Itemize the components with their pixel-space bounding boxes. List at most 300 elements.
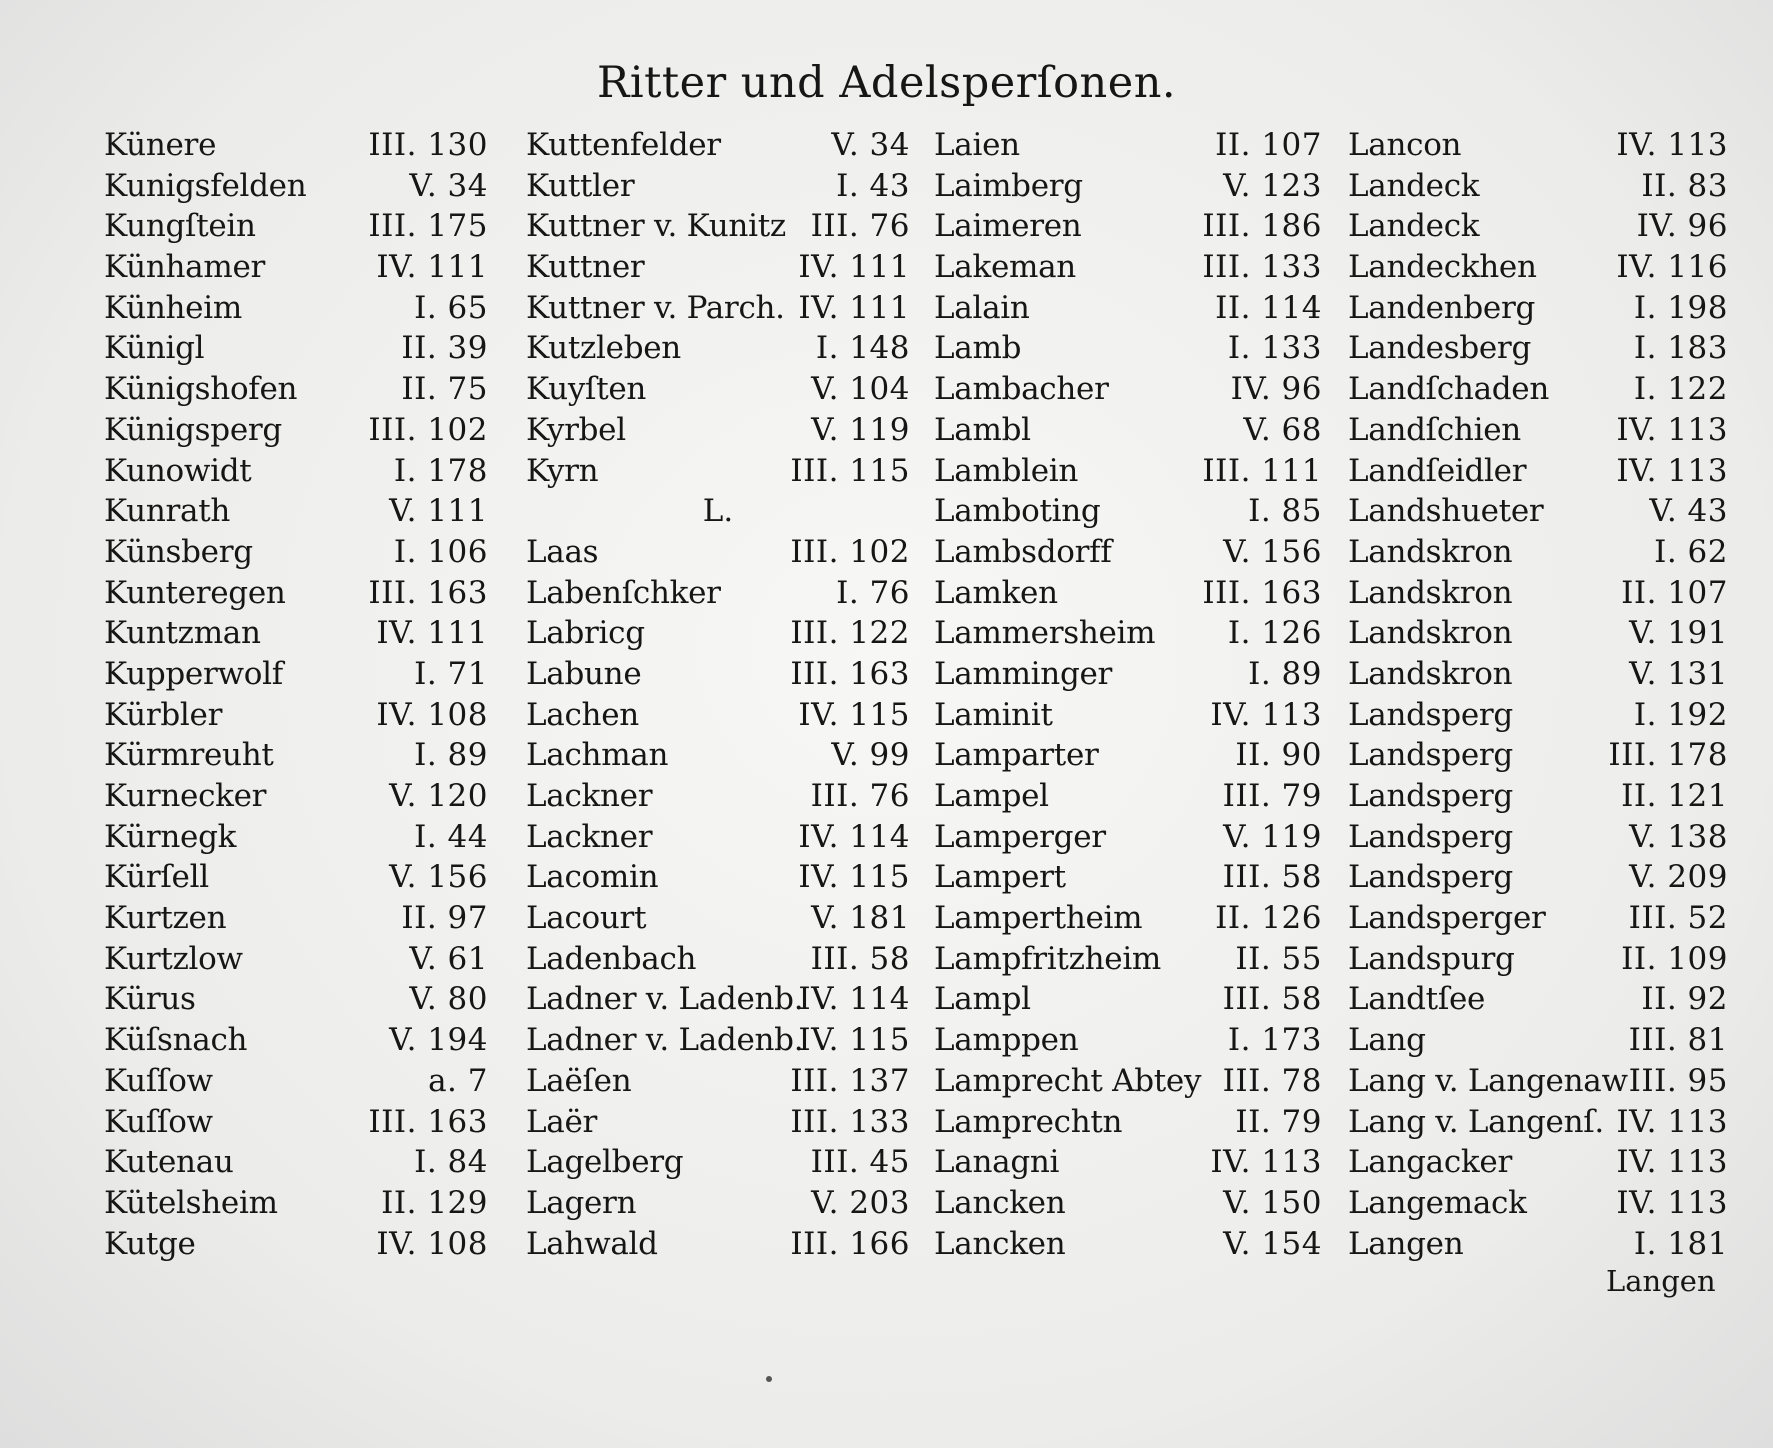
index-entry [104, 491, 488, 532]
entry-name: Labricg [526, 615, 645, 652]
entry-reference: III. 58 [1222, 859, 1322, 896]
entry-name: Lamprechtn [934, 1103, 1123, 1140]
entry-name: Lalain [934, 289, 1030, 326]
entry-reference: III. 178 [1608, 737, 1728, 774]
index-entry [104, 654, 488, 695]
entry-name: Landskron [1348, 615, 1513, 652]
index-entry [104, 125, 488, 166]
entry-reference: V. 156 [1223, 533, 1322, 570]
index-entry [934, 898, 1322, 939]
index-entry [934, 328, 1322, 369]
entry-reference: II. 92 [1641, 981, 1728, 1018]
index-entry [526, 532, 910, 573]
index-entry [104, 857, 488, 898]
entry-name: Lamken [934, 574, 1058, 611]
entry-name: Kutenau [104, 1144, 234, 1181]
entry-reference: I. 178 [393, 452, 488, 489]
index-entry [1348, 206, 1728, 247]
entry-name: Ladner v. Ladenb. [526, 981, 804, 1018]
entry-reference: V. 203 [811, 1184, 910, 1221]
index-entry [934, 1142, 1322, 1183]
entry-name: Laimberg [934, 167, 1083, 204]
entry-reference: II. 39 [401, 330, 488, 367]
index-entry [526, 776, 910, 817]
catchword: Langen [1606, 1264, 1716, 1298]
index-entry [934, 166, 1322, 207]
entry-name: Lachen [526, 696, 639, 733]
index-entry [104, 898, 488, 939]
entry-reference: V. 68 [1243, 411, 1322, 448]
entry-reference: II. 79 [1235, 1103, 1322, 1140]
entry-reference: V. 191 [1629, 615, 1728, 652]
index-entry [104, 979, 488, 1020]
index-entry [526, 573, 910, 614]
entry-name: Lacourt [526, 900, 647, 937]
entry-name: Landſchaden [1348, 371, 1550, 408]
entry-reference: IV. 96 [1230, 371, 1322, 408]
index-entry [934, 1224, 1322, 1265]
entry-name: Lamparter [934, 737, 1099, 774]
entry-reference: III. 122 [790, 615, 910, 652]
entry-name: Kyrn [526, 452, 599, 489]
entry-name: Kutge [104, 1225, 196, 1262]
entry-name: Kungſtein [104, 208, 256, 245]
entry-name: Kuttenfelder [526, 127, 721, 163]
index-entry [104, 1142, 488, 1183]
entry-reference: V. 99 [831, 737, 910, 774]
entry-reference: V. 111 [389, 493, 488, 530]
index-entry [1348, 939, 1728, 980]
entry-reference: IV. 111 [798, 249, 910, 286]
entry-name: Lamperger [934, 818, 1106, 855]
entry-name: Laien [934, 127, 1020, 163]
entry-reference: III. 81 [1628, 1022, 1728, 1059]
index-entry [1348, 1142, 1728, 1183]
index-entry [104, 1020, 488, 1061]
entry-name: Lancon [1348, 127, 1462, 163]
entry-name: Lampfritzheim [934, 940, 1162, 977]
index-entry [526, 1061, 910, 1102]
entry-reference: IV. 114 [798, 818, 910, 855]
entry-reference: II. 97 [401, 900, 488, 937]
entry-name: Landskron [1348, 655, 1513, 692]
entry-reference: I. 89 [1248, 655, 1322, 692]
entry-name: Kuyſten [526, 371, 647, 408]
entry-name: Lang [1348, 1022, 1426, 1059]
entry-reference: IV. 114 [798, 981, 910, 1018]
index-entry [104, 451, 488, 492]
index-entry [526, 288, 910, 329]
entry-name: Künigshofen [104, 371, 298, 408]
index-entry [1348, 613, 1728, 654]
entry-name: Kurtzen [104, 900, 227, 937]
entry-reference: III. 52 [1628, 900, 1728, 937]
index-entry [934, 1183, 1322, 1224]
entry-name: Lancken [934, 1225, 1066, 1262]
index-columns [104, 125, 1726, 1295]
index-entry [1348, 1183, 1728, 1224]
entry-name: Lammersheim [934, 615, 1156, 652]
entry-name: Landeck [1348, 167, 1480, 204]
entry-name: Landskron [1348, 533, 1513, 570]
index-entry [526, 1102, 910, 1143]
entry-reference: V. 119 [1223, 818, 1322, 855]
entry-name: Kürſell [104, 859, 209, 896]
entry-name: Lambacher [934, 371, 1109, 408]
entry-name: Ladner v. Ladenb. [526, 1022, 804, 1059]
entry-reference: III. 186 [1202, 208, 1322, 245]
entry-reference: IV. 113 [1616, 127, 1728, 163]
entry-name: Lampertheim [934, 900, 1143, 937]
index-entry [526, 817, 910, 858]
entry-reference: I. 76 [836, 574, 910, 611]
index-column-2 [526, 125, 910, 1264]
entry-name: Landtſee [1348, 981, 1486, 1018]
entry-reference: I. 133 [1227, 330, 1322, 367]
index-entry [1348, 125, 1728, 166]
index-entry [526, 735, 910, 776]
index-entry [104, 817, 488, 858]
entry-reference: V. 131 [1629, 655, 1728, 692]
entry-name: Kürmreuht [104, 737, 274, 774]
entry-reference: I. 106 [393, 533, 488, 570]
index-entry [104, 1102, 488, 1143]
entry-name: Lampl [934, 981, 1031, 1018]
entry-reference: II. 75 [401, 371, 488, 408]
index-entry [104, 1061, 488, 1102]
entry-reference: II. 107 [1215, 127, 1322, 163]
index-entry [934, 1061, 1322, 1102]
entry-name: Kuttner v. Kunitz [526, 208, 786, 245]
entry-reference: I. 148 [815, 330, 910, 367]
entry-reference: I. 43 [836, 167, 910, 204]
index-entry [1348, 898, 1728, 939]
index-entry [1348, 735, 1728, 776]
index-entry [104, 573, 488, 614]
entry-name: Lamppen [934, 1022, 1079, 1059]
entry-reference: II. 55 [1235, 940, 1322, 977]
entry-name: Lang v. Langenaw [1348, 1062, 1628, 1099]
entry-reference: III. 95 [1628, 1062, 1728, 1099]
index-entry [1348, 532, 1728, 573]
entry-reference: IV. 113 [1210, 1144, 1322, 1181]
entry-name: Landskron [1348, 574, 1513, 611]
index-entry [104, 735, 488, 776]
entry-reference: III. 76 [810, 208, 910, 245]
index-entry [934, 939, 1322, 980]
entry-name: Lang v. Langenſ. [1348, 1103, 1604, 1140]
entry-reference: III. 78 [1222, 1062, 1322, 1099]
index-entry [526, 1183, 910, 1224]
entry-reference: V. 194 [389, 1022, 488, 1059]
index-entry [104, 776, 488, 817]
index-entry [526, 613, 910, 654]
entry-reference: III. 163 [368, 1103, 488, 1140]
entry-reference: IV. 96 [1636, 208, 1728, 245]
entry-reference: III. 102 [790, 533, 910, 570]
index-entry [934, 1020, 1322, 1061]
index-entry [1348, 369, 1728, 410]
entry-reference: V. 138 [1629, 818, 1728, 855]
entry-reference: V. 123 [1223, 167, 1322, 204]
index-entry [934, 573, 1322, 614]
entry-reference: IV. 113 [1616, 452, 1728, 489]
entry-name: Laimeren [934, 208, 1082, 245]
entry-name: Langacker [1348, 1144, 1512, 1181]
entry-name: Kyrbel [526, 411, 626, 448]
entry-name: Landenberg [1348, 289, 1536, 326]
index-entry [104, 328, 488, 369]
entry-reference: IV. 111 [798, 289, 910, 326]
entry-reference: V. 154 [1223, 1225, 1322, 1262]
entry-name: Lanagni [934, 1144, 1060, 1181]
entry-name: Kupperwolf [104, 655, 283, 692]
entry-name: Künigsperg [104, 411, 282, 448]
index-entry [934, 451, 1322, 492]
entry-name: Lamb [934, 330, 1022, 367]
entry-name: Landsperg [1348, 696, 1513, 733]
entry-reference: III. 102 [368, 411, 488, 448]
entry-reference: a. 7 [428, 1062, 488, 1099]
index-entry [934, 369, 1322, 410]
entry-name: Lambl [934, 411, 1031, 448]
index-entry [934, 817, 1322, 858]
entry-reference: III. 163 [790, 655, 910, 692]
entry-name: Kuntzman [104, 615, 261, 652]
entry-reference: IV. 111 [376, 249, 488, 286]
entry-reference: V. 80 [409, 981, 488, 1018]
entry-reference: I. 62 [1654, 533, 1728, 570]
entry-reference: I. 192 [1633, 696, 1728, 733]
entry-name: Kürus [104, 981, 196, 1018]
index-entry [526, 166, 910, 207]
entry-reference: V. 34 [409, 167, 488, 204]
entry-reference: II. 109 [1621, 940, 1728, 977]
entry-name: Laër [526, 1103, 598, 1140]
entry-reference: IV. 108 [376, 696, 488, 733]
entry-name: Lampert [934, 859, 1066, 896]
entry-name: Landsperg [1348, 818, 1513, 855]
index-entry [934, 1102, 1322, 1143]
entry-reference: V. 43 [1649, 493, 1728, 530]
index-entry [934, 532, 1322, 573]
entry-reference: II. 126 [1215, 900, 1322, 937]
entry-reference: III. 58 [810, 940, 910, 977]
entry-reference: V. 120 [389, 778, 488, 814]
index-entry [1348, 166, 1728, 207]
entry-reference: I. 173 [1227, 1022, 1322, 1059]
index-entry [526, 939, 910, 980]
entry-reference: IV. 113 [1616, 411, 1728, 448]
index-entry [1348, 491, 1728, 532]
entry-name: Kuſſow [104, 1103, 213, 1140]
entry-name: Lagelberg [526, 1144, 684, 1181]
entry-name: Lakeman [934, 249, 1076, 286]
entry-name: Lancken [934, 1184, 1066, 1221]
index-entry [1348, 1020, 1728, 1061]
index-entry [1348, 695, 1728, 736]
index-entry [104, 410, 488, 451]
entry-reference: I. 198 [1633, 289, 1728, 326]
section-letter [526, 491, 910, 532]
entry-name: Landeckhen [1348, 249, 1537, 286]
entry-name: Künsberg [104, 533, 253, 570]
index-entry [104, 206, 488, 247]
entry-reference: IV. 113 [1616, 1144, 1728, 1181]
index-entry [1348, 654, 1728, 695]
entry-reference: II. 83 [1641, 167, 1728, 204]
entry-reference: III. 115 [790, 452, 910, 489]
index-entry [526, 695, 910, 736]
entry-reference: III. 175 [368, 208, 488, 245]
index-entry [526, 857, 910, 898]
index-entry [1348, 776, 1728, 817]
index-entry [1348, 451, 1728, 492]
index-entry [104, 532, 488, 573]
entry-reference: V. 61 [409, 940, 488, 977]
index-entry [934, 491, 1322, 532]
entry-reference: II. 90 [1235, 737, 1322, 774]
index-entry [526, 369, 910, 410]
entry-reference: I. 65 [414, 289, 488, 326]
ink-speck [766, 1376, 772, 1382]
entry-reference: IV. 108 [376, 1225, 488, 1262]
entry-name: Labenſchker [526, 574, 721, 611]
entry-name: Lacomin [526, 859, 659, 896]
index-entry [934, 125, 1322, 166]
entry-reference: I. 44 [414, 818, 488, 855]
entry-name: Kunowidt [104, 452, 252, 489]
entry-name: Kuttler [526, 167, 635, 204]
entry-name: Laas [526, 533, 599, 570]
index-entry [1348, 857, 1728, 898]
entry-name: Landsperg [1348, 778, 1513, 814]
entry-reference: V. 104 [811, 371, 910, 408]
entry-name: Kunigsfelden [104, 167, 307, 204]
index-entry [526, 125, 910, 166]
index-entry [526, 206, 910, 247]
entry-name: Lahwald [526, 1225, 658, 1262]
index-entry [934, 695, 1322, 736]
entry-reference: II. 114 [1215, 289, 1322, 326]
entry-name: Kuttner v. Parch. [526, 289, 785, 326]
index-entry [104, 369, 488, 410]
index-entry [934, 857, 1322, 898]
index-entry [526, 654, 910, 695]
index-column-4 [1348, 125, 1728, 1264]
index-entry [934, 206, 1322, 247]
index-entry [104, 939, 488, 980]
index-entry [104, 695, 488, 736]
entry-name: Langemack [1348, 1184, 1527, 1221]
entry-name: Landesberg [1348, 330, 1531, 367]
section-heading: L. [702, 493, 734, 530]
entry-reference: I. 181 [1633, 1225, 1728, 1262]
entry-reference: III. 133 [1202, 249, 1322, 286]
index-entry [526, 1020, 910, 1061]
index-entry [1348, 410, 1728, 451]
entry-name: Künheim [104, 289, 242, 326]
entry-name: Landspurg [1348, 940, 1515, 977]
entry-reference: III. 137 [790, 1062, 910, 1099]
index-entry [934, 735, 1322, 776]
index-entry [1348, 979, 1728, 1020]
entry-name: Laminit [934, 696, 1053, 733]
entry-name: Kutzleben [526, 330, 681, 367]
entry-reference: IV. 113 [1210, 696, 1322, 733]
entry-reference: III. 45 [810, 1144, 910, 1181]
entry-name: Lamprecht Abtey [934, 1062, 1202, 1099]
entry-name: Lagern [526, 1184, 637, 1221]
index-entry [934, 410, 1322, 451]
entry-reference: IV. 115 [798, 1022, 910, 1059]
entry-reference: I. 71 [414, 655, 488, 692]
entry-name: Landſchien [1348, 411, 1521, 448]
entry-reference: V. 119 [811, 411, 910, 448]
index-entry [1348, 573, 1728, 614]
entry-reference: V. 150 [1223, 1184, 1322, 1221]
entry-name: Landſeidler [1348, 452, 1527, 489]
index-entry [1348, 328, 1728, 369]
entry-reference: V. 181 [811, 900, 910, 937]
entry-reference: II. 129 [381, 1184, 488, 1221]
entry-name: Lackner [526, 818, 653, 855]
index-entry [104, 166, 488, 207]
entry-reference: IV. 113 [1616, 1103, 1728, 1140]
entry-name: Kütelsheim [104, 1184, 278, 1221]
entry-reference: III. 130 [368, 127, 488, 163]
entry-name: Künigl [104, 330, 205, 367]
entry-reference: III. 163 [368, 574, 488, 611]
index-entry [934, 247, 1322, 288]
entry-name: Kürnegk [104, 818, 237, 855]
entry-name: Landsperg [1348, 737, 1513, 774]
index-entry [934, 654, 1322, 695]
entry-reference: II. 121 [1621, 778, 1728, 814]
entry-name: Lachman [526, 737, 669, 774]
entry-name: Lamblein [934, 452, 1079, 489]
entry-name: Kunrath [104, 493, 231, 530]
entry-name: Küſsnach [104, 1022, 248, 1059]
entry-name: Labune [526, 655, 642, 692]
entry-name: Landsperger [1348, 900, 1546, 937]
entry-reference: III. 133 [790, 1103, 910, 1140]
index-entry [526, 898, 910, 939]
entry-reference: III. 58 [1222, 981, 1322, 1018]
entry-reference: III. 111 [1202, 452, 1322, 489]
entry-reference: IV. 116 [1616, 249, 1728, 286]
index-entry [1348, 1061, 1728, 1102]
entry-name: Kuſſow [104, 1062, 213, 1099]
entry-name: Künhamer [104, 249, 266, 286]
entry-name: Kuttner [526, 249, 645, 286]
index-entry [1348, 817, 1728, 858]
entry-reference: IV. 115 [798, 859, 910, 896]
index-entry [934, 776, 1322, 817]
index-entry [934, 613, 1322, 654]
index-entry [934, 979, 1322, 1020]
entry-name: Langen [1348, 1225, 1464, 1262]
entry-reference: V. 156 [389, 859, 488, 896]
index-entry [934, 288, 1322, 329]
index-entry [526, 451, 910, 492]
index-entry [104, 1183, 488, 1224]
entry-reference: I. 126 [1227, 615, 1322, 652]
index-entry [526, 979, 910, 1020]
entry-reference: III. 76 [810, 778, 910, 814]
entry-name: Kunteregen [104, 574, 286, 611]
index-column-3 [934, 125, 1322, 1264]
